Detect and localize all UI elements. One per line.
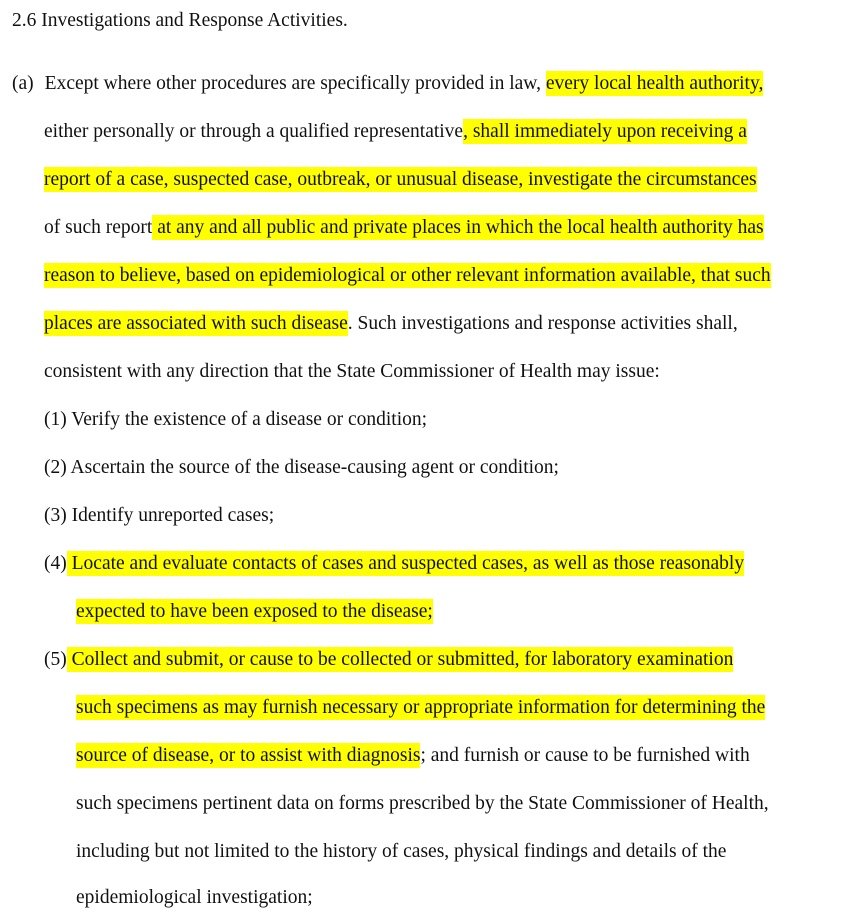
item-label: (4) [44,553,67,574]
para-a-line-5 [44,261,771,291]
item-5-line-2 [76,693,765,723]
highlighted-text: Collect and submit, or cause to be collected or submitted, for laboratory examination [66,649,734,670]
item-text: Verify the existence of a disease or condition; [66,409,428,430]
para-a-text: either personally or through a qualified representative [44,121,464,142]
highlighted-text: source of disease, or to assist with diagnosis [76,745,421,766]
para-a-line-4 [44,213,764,243]
highlighted-text: , shall immediately upon receiving a [463,121,747,142]
highlighted-text: at any and all public and private places in which the local health authority has [152,217,764,238]
item-text: epidemiological investigation; [76,887,313,908]
para-a-line-7 [44,357,660,387]
item-label: (5) [44,649,67,670]
highlighted-text: such specimens as may furnish necessary or appropriate information for determining the [76,697,766,718]
para-a-text: of such report [44,217,153,238]
item-label: (2) [44,457,67,478]
para-a-text: . Such investigations and response activities shall, [347,313,738,334]
item-text: such specimens pertinent data on forms prescribed by the State Commissioner of Health, [76,793,769,814]
para-a-label: (a) [12,73,34,94]
item-text: Identify unreported cases; [66,505,275,526]
section-heading-text: 2.6 Investigations and Response Activities. [12,10,348,31]
highlighted-text: every local health authority, [545,73,764,94]
highlighted-text: Locate and evaluate contacts of cases and suspected cases, as well as those reasonably [66,553,745,574]
highlighted-text: report of a case, suspected case, outbreak, or unusual disease, investigate the circumstances [44,169,757,190]
item-text: ; and furnish or cause to be furnished with [420,745,750,766]
item-4-line-1 [44,549,744,579]
item-label: (1) [44,409,67,430]
item-text: including but not limited to the history of cases, physical findings and details of the [76,841,727,862]
para-a-line-3 [44,165,757,195]
item-5-line-3 [76,741,750,771]
item-2 [44,453,559,483]
para-a-line-6 [44,309,738,339]
item-5-line-4 [76,789,769,819]
para-a-line-1 [12,69,763,99]
highlighted-text: reason to believe, based on epidemiological or other relevant information available, that such [44,265,771,286]
highlighted-text: expected to have been exposed to the disease; [76,601,433,622]
section-heading [12,6,348,36]
item-5-line-1 [44,645,733,675]
item-5-line-5 [76,837,726,867]
item-5-line-6 [76,883,313,913]
item-1 [44,405,427,435]
highlighted-text: places are associated with such disease [44,313,348,334]
item-3 [44,501,274,531]
item-4-line-2 [76,597,433,627]
para-a-line-2 [44,117,747,147]
para-a-text: consistent with any direction that the State Commissioner of Health may issue: [44,361,660,382]
para-a-text: Except where other procedures are specifically provided in law, [44,73,546,94]
item-text: Ascertain the source of the disease-causing agent or condition; [66,457,559,478]
item-label: (3) [44,505,67,526]
